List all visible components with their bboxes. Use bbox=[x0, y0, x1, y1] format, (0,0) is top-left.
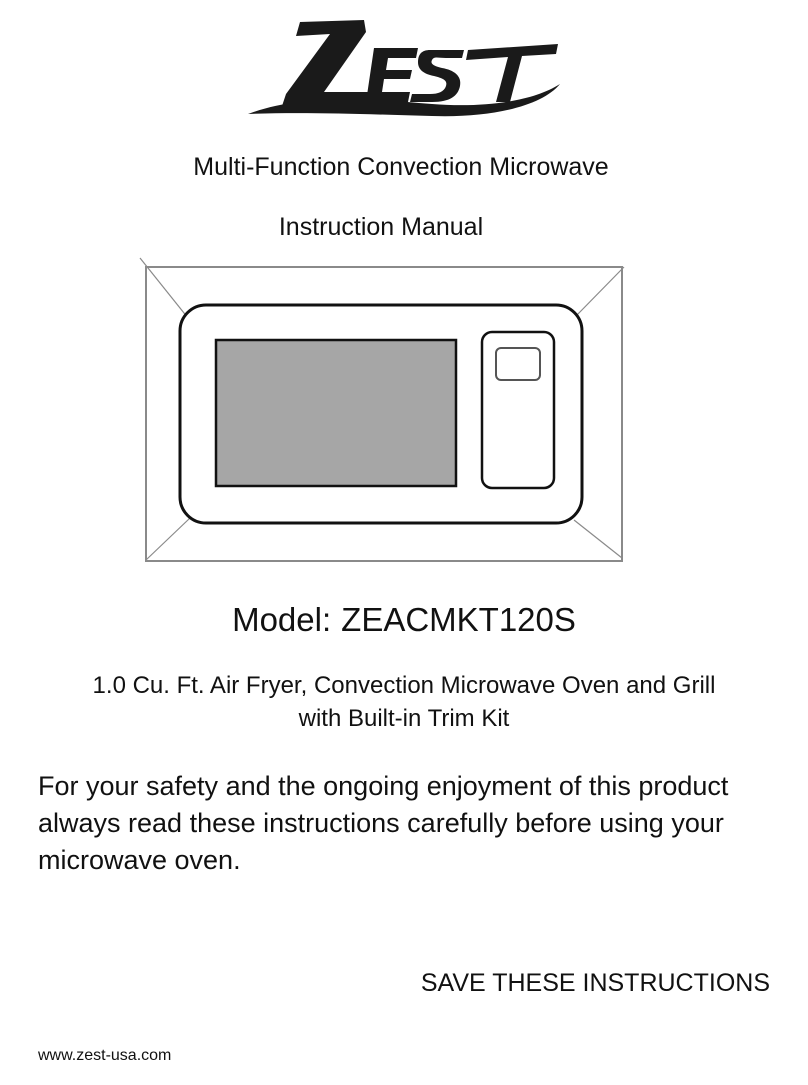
model-number: ZEACMKT120S bbox=[341, 601, 576, 638]
microwave-illustration bbox=[138, 256, 628, 568]
built-in-microwave-illustration-icon bbox=[138, 256, 628, 568]
zest-logo bbox=[242, 14, 562, 126]
website-url: www.zest-usa.com bbox=[38, 1047, 172, 1064]
model-label: Model: bbox=[232, 601, 332, 638]
save-instructions-notice: SAVE THESE INSTRUCTIONS bbox=[420, 969, 770, 997]
zest-wordmark-logo-icon bbox=[242, 14, 562, 126]
product-type-title: Multi-Function Convection Microwave bbox=[193, 153, 609, 181]
safety-notice: For your safety and the ongoing enjoyment of this product always read these instructions carefully before using your microwave oven. bbox=[38, 771, 729, 875]
model-line bbox=[0, 600, 808, 640]
product-description-line1: 1.0 Cu. Ft. Air Fryer, Convection Microwave Oven and Grill bbox=[92, 672, 716, 699]
document-type-title: Instruction Manual bbox=[278, 213, 484, 241]
product-description-line2: with Built-in Trim Kit bbox=[298, 705, 510, 732]
